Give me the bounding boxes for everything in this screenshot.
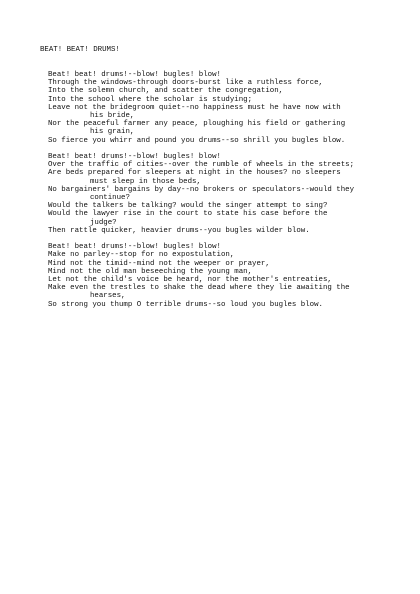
poem-line-continuation: his grain, bbox=[90, 128, 135, 137]
poem-line: Are beds prepared for sleepers at night in the houses? no sleepers bbox=[48, 169, 341, 178]
poem-line: Beat! beat! drums!--blow! bugles! blow! bbox=[48, 243, 221, 252]
poem-line: So fierce you whirr and pound you drums--so shrill you bugles blow. bbox=[48, 136, 346, 145]
poem-line: Would the talkers be talking? would the singer attempt to sing? bbox=[48, 202, 328, 211]
poem-line: Into the solemn church, and scatter the congregation, bbox=[48, 87, 284, 96]
poem-line: Mind not the old man beseeching the young man, bbox=[48, 267, 253, 276]
poem-line-continuation: judge? bbox=[90, 218, 117, 227]
poem-line: So strong you thump O terrible drums--so loud you bugles blow. bbox=[48, 300, 323, 309]
poem-line: Make even the trestles to shake the dead where they lie awaiting the bbox=[48, 284, 350, 293]
poem-line: Into the school where the scholar is studying; bbox=[48, 95, 253, 104]
poem-line-continuation: continue? bbox=[90, 194, 130, 203]
stanza-1 bbox=[48, 71, 378, 145]
poem-line: Through the windows-through doors-burst like a ruthless force, bbox=[48, 79, 323, 88]
stanza-3 bbox=[48, 243, 378, 309]
stanza-2 bbox=[48, 153, 378, 235]
poem-line: No bargainers' bargains by day--no brokers or speculators--would they bbox=[48, 185, 355, 194]
poem-line: Leave not the bridegroom quiet--no happiness must he have now with bbox=[48, 103, 341, 112]
poem-line: Would the lawyer rise in the court to state his case before the bbox=[48, 210, 328, 219]
poem-line: Mind not the timid--mind not the weeper or prayer, bbox=[48, 259, 270, 268]
poem-line: Make no parley--stop for no expostulation, bbox=[48, 251, 235, 260]
poem-line: Let not the child's voice be heard, nor the mother's entreaties, bbox=[48, 276, 332, 285]
poem-line: Over the traffic of cities--over the rumble of wheels in the streets; bbox=[48, 161, 355, 170]
poem-line-continuation: must sleep in those beds, bbox=[90, 177, 201, 186]
poem-title: BEAT! BEAT! DRUMS! bbox=[40, 46, 120, 54]
poem-line-continuation: his bride, bbox=[90, 112, 135, 121]
poem-body bbox=[48, 71, 378, 317]
poem-line: Then rattle quicker, heavier drums--you bugles wilder blow. bbox=[48, 226, 310, 235]
poem-line: Beat! beat! drums!--blow! bugles! blow! bbox=[48, 153, 221, 162]
poem-line-continuation: hearses, bbox=[90, 292, 126, 301]
poem-line: Nor the peaceful farmer any peace, ploughing his field or gathering bbox=[48, 120, 346, 129]
poem-line: Beat! beat! drums!--blow! bugles! blow! bbox=[48, 71, 221, 79]
